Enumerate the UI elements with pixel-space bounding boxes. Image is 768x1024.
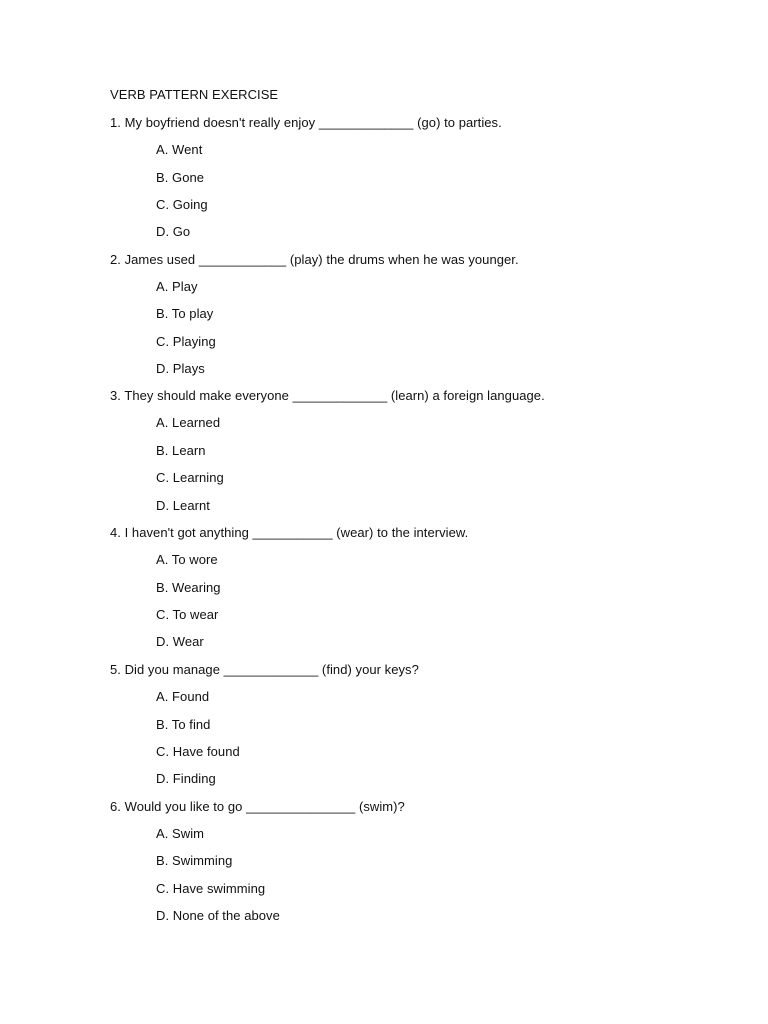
question-3-option-b: B. Learn xyxy=(156,443,206,458)
question-6-option-b: B. Swimming xyxy=(156,853,233,868)
question-4: 4. I haven't got anything ___________ (wear) to the interview. xyxy=(110,525,469,540)
question-3-option-d: D. Learnt xyxy=(156,498,210,513)
question-6: 6. Would you like to go _______________ (swim)? xyxy=(110,799,405,814)
question-4-option-d: D. Wear xyxy=(156,634,204,649)
question-4-option-a: A. To wore xyxy=(156,552,218,567)
question-6-option-c: C. Have swimming xyxy=(156,881,266,896)
question-3: 3. They should make everyone _____________ (learn) a foreign language. xyxy=(110,388,545,403)
question-2-option-c: C. Playing xyxy=(156,334,216,349)
question-2-option-b: B. To play xyxy=(156,306,214,321)
question-1-option-c: C. Going xyxy=(156,197,208,212)
question-4-option-b: B. Wearing xyxy=(156,580,221,595)
question-5-option-a: A. Found xyxy=(156,689,210,704)
question-3-option-c: C. Learning xyxy=(156,470,224,485)
question-3-option-a: A. Learned xyxy=(156,415,221,430)
question-1-option-d: D. Go xyxy=(156,224,191,239)
question-1: 1. My boyfriend doesn't really enjoy _____________ (go) to parties. xyxy=(110,115,502,130)
question-4-option-c: C. To wear xyxy=(156,607,219,622)
question-5-option-c: C. Have found xyxy=(156,744,240,759)
question-1-option-b: B. Gone xyxy=(156,170,205,185)
question-2-option-a: A. Play xyxy=(156,279,198,294)
question-5: 5. Did you manage _____________ (find) your keys? xyxy=(110,662,419,677)
question-5-option-d: D. Finding xyxy=(156,771,216,786)
question-6-option-d: D. None of the above xyxy=(156,908,280,923)
question-1-option-a: A. Went xyxy=(156,142,203,157)
document-title: VERB PATTERN EXERCISE xyxy=(110,87,279,102)
question-2-option-d: D. Plays xyxy=(156,361,205,376)
question-2: 2. James used ____________ (play) the drums when he was younger. xyxy=(110,252,519,267)
question-5-option-b: B. To find xyxy=(156,717,211,732)
question-6-option-a: A. Swim xyxy=(156,826,205,841)
